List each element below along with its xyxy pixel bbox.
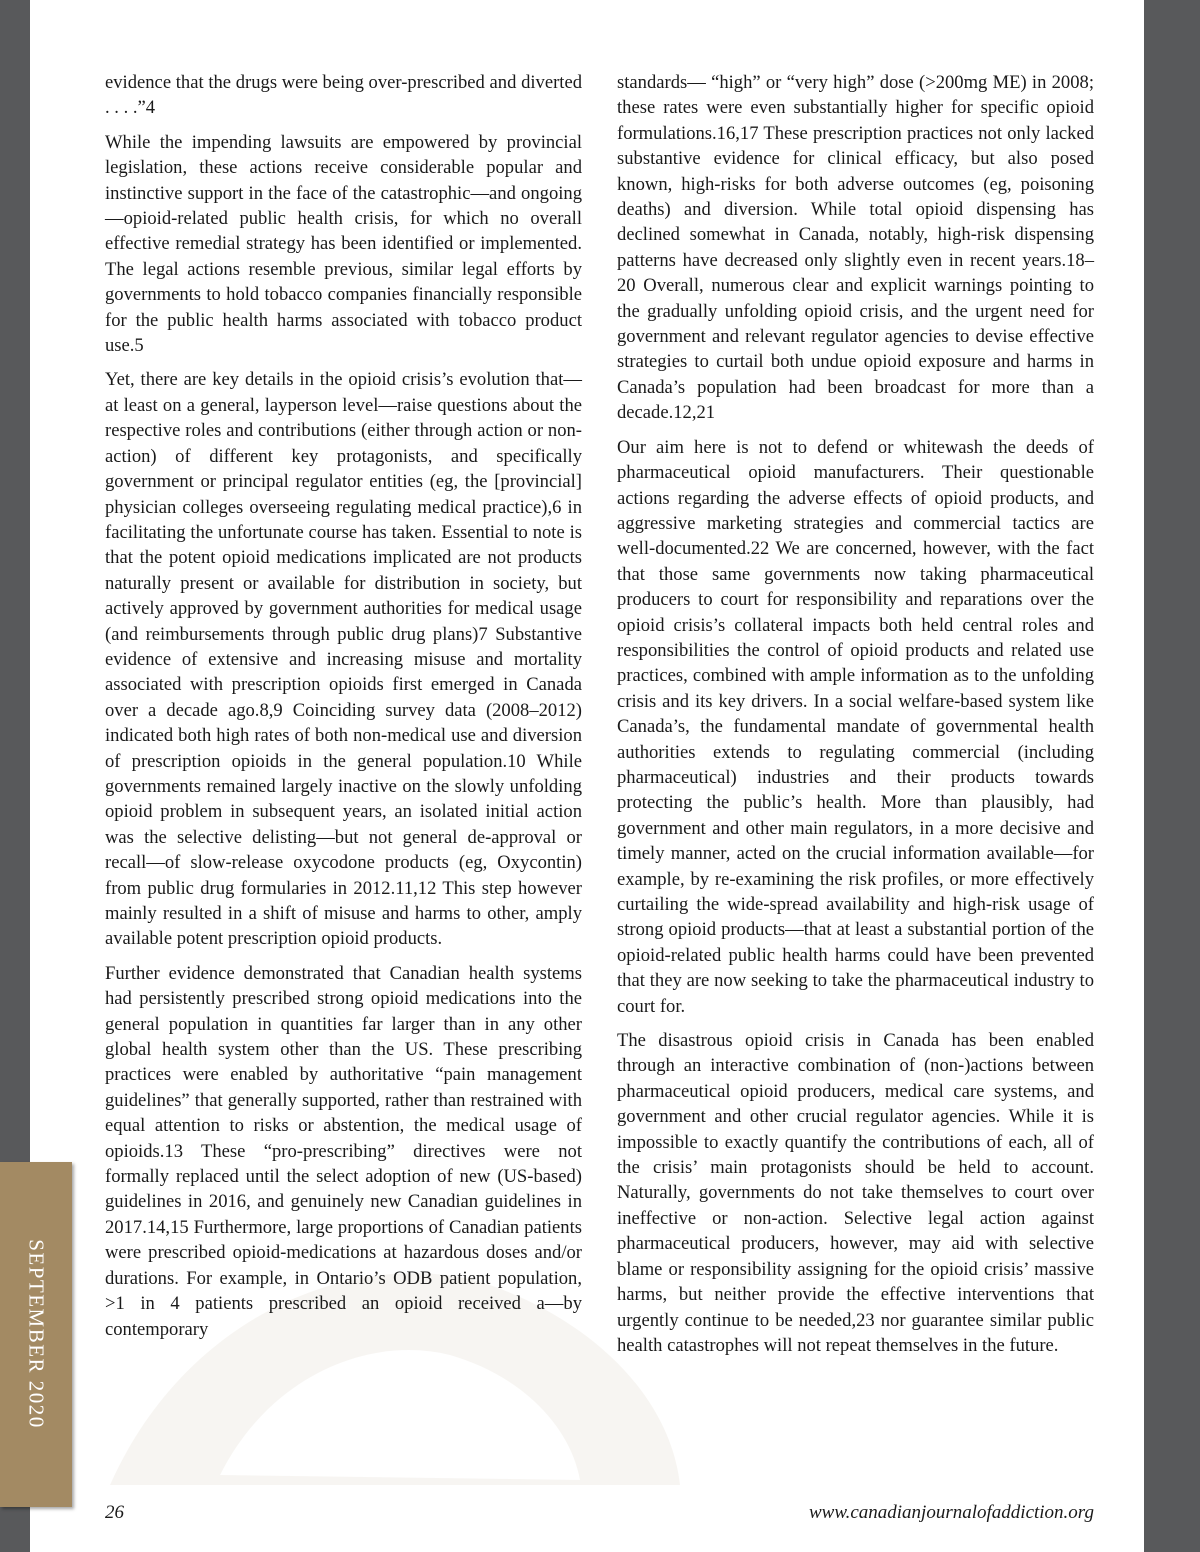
paragraph: Our aim here is not to defend or whitewash the deeds of pharmaceutical opioid manufacturers. Their questionable actions regarding the adverse effects of opioid products, and aggressive marketing strategies and commercial tactics are well-documented.22 We are concerned, however, with the fact that those same governments now taking pharmaceutical producers to court for responsibility and reparations over the opioid crisis’s collateral impacts both held central roles and responsibilities the control of opioid products and related use practices, combined with ample information as to the unfolding crisis and its key drivers. In a social welfare-based system like Canada’s, the fundamental mandate of governmental health authorities extends to regulating commercial (including pharmaceutical) industries and their products towards protecting the public’s health. More than plausibly, had government and other main regulators, in a more decisive and timely manner, acted on the crucial information available—for example, by re-examining the risk profiles, or more effectively curtailing the wide-spread availability and high-risk usage of strong opioid products—that at least a substantial portion of the opioid-related public health harms could have been prevented that they are now seeking to take the pharmaceutical industry to court for. [617, 436, 1094, 1017]
paragraph: standards— “high” or “very high” dose (>200mg ME) in 2008; these rates were even substantially higher for specific opioid formulations.16,17 These prescription practices not only lacked substantive evidence for clinical efficacy, but also posed known, high-risks for both adverse outcomes (eg, poisoning deaths) and diversion. While total opioid dispensing has declined somewhat in Canada, notably, high-risk dispensing patterns have decreased only slightly even in recent years.18–20 Overall, numerous clear and explicit warnings pointing to the gradually unfolding opioid crisis, and the urgent need for government and relevant regulator agencies to devise effective strategies to curtail both undue opioid exposure and harms in Canada’s population had been broadcast for more than a decade.12,21 [617, 72, 1094, 424]
right-margin-bar [1144, 0, 1200, 1552]
paragraph: While the impending lawsuits are empowered by provincial legislation, these actions receive considerable popular and instinctive support in the face of the catastrophic—and ongoing—opioid-related public health crisis, for which no overall effective remedial strategy has been identified or implemented. The legal actions resemble previous, similar legal efforts by governments to hold tobacco companies financially responsible for the public health harms associated with tobacco product use.5 [105, 131, 582, 357]
journal-url: www.canadianjournalofaddiction.org [808, 1502, 1094, 1523]
paragraph: Yet, there are key details in the opioid crisis’s evolution that—at least on a general, layperson level—raise questions about the respective roles and contributions (either through action or non-action) of different key protagonists, and specifically government or principal regulator entities (eg, the [provincial] physician colleges overseeing regulating medical practice),6 in facilitating the unfortunate course has taken. Essential to note is that the potent opioid medications implicated are not products naturally present or available for distribution in society, but actively approved by government authorities for medical usage (and reimbursements through public drug plans)7 Substantive evidence of extensive and increasing misuse and mortality associated with prescription opioids first emerged in Canada over a decade ago.8,9 Coinciding survey data (2008–2012) indicated both high rates of both non-medical use and diversion of prescription opioids in the general population.10 While governments remained largely inactive on the slowly unfolding opioid problem in subsequent years, an isolated initial action was the selective delisting—but not general de-approval or recall—of slow-release oxycodone products (eg, Oxycontin) from public drug formularies in 2012.11,12 This step however mainly resulted in a shift of misuse and harms to other, amply available potent prescription opioid products. [105, 369, 582, 950]
paragraph: Further evidence demonstrated that Canadian health systems had persistently prescribed strong opioid medications into the general population in quantities far larger than in any other global health system other than the US. These prescribing practices were enabled by authoritative “pain management guidelines” that generally supported, rather than restrained with equal attention to risks or abstention, the medical usage of opioids.13 These “pro-prescribing” directives were not formally replaced until the select adoption of new (US-based) guidelines in 2016, and genuinely new Canadian guidelines in 2017.14,15 Furthermore, large proportions of Canadian patients were prescribed opioid-medications at hazardous doses and/or durations. For example, in Ontario’s ODB patient population, >1 in 4 patients prescribed an opioid received a—by contemporary [105, 962, 582, 1340]
right-text-column [617, 70, 1094, 1367]
left-text-column [105, 70, 582, 1351]
paragraph: evidence that the drugs were being over-prescribed and diverted . . . .”4 [105, 72, 582, 119]
paragraph: The disastrous opioid crisis in Canada has been enabled through an interactive combination of (non-)actions between pharmaceutical opioid producers, medical care systems, and government and other crucial regulator agencies. While it is impossible to exactly quantify the contributions of each, all of the crisis’ main protagonists should be held to account. Naturally, governments do not take themselves to court over ineffective or non-action. Selective legal action against pharmaceutical producers, however, may aid with selective blame or responsibility assigning for the opioid crisis’ massive harms, but neither provide the effective interventions that urgently continue to be needed,23 nor guarantee similar public health catastrophes will not repeat themselves in the future. [617, 1030, 1094, 1356]
page-number: 26 [105, 1502, 124, 1523]
issue-date-label: SEPTEMBER 2020 [24, 1239, 49, 1429]
